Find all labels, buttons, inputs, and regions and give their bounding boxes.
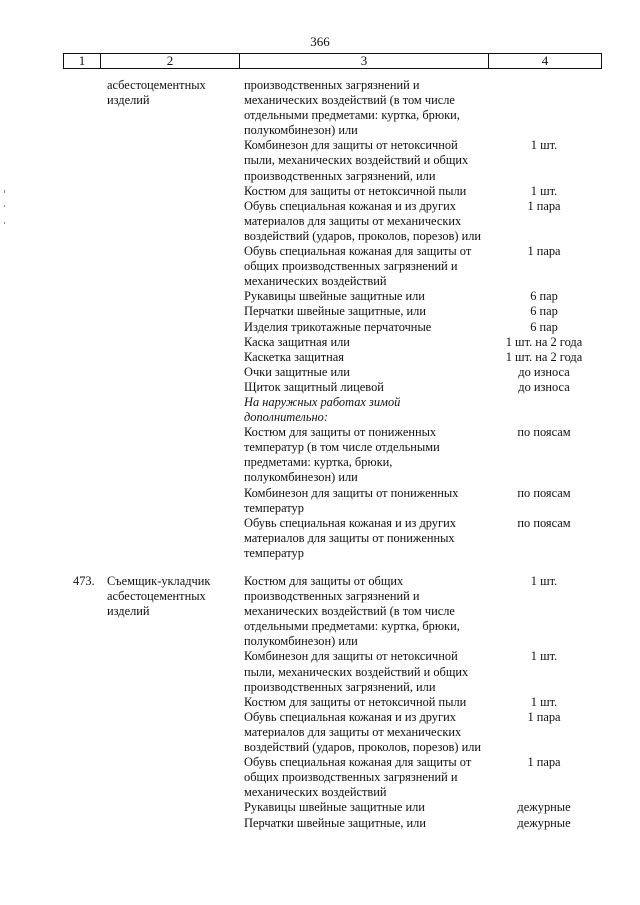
ppe-item-norm: [488, 78, 600, 138]
ppe-item-norm: до износа: [518, 364, 570, 379]
ppe-item-norm: 6 пар: [530, 289, 558, 304]
profession-name: асбестоцементных изделий: [107, 78, 206, 108]
ppe-item-name: На наружных работах зимой дополнительно:: [244, 394, 401, 425]
list-item: [239, 486, 600, 516]
list-item: [239, 574, 600, 649]
list-item: [239, 304, 600, 319]
ppe-item-name: Костюм для защиты от пониженных температур (в том числе отдельными предметами: куртка, брюки, полукомбинезон) или: [244, 425, 440, 485]
list-item: [239, 816, 600, 831]
ppe-item-norm: 1 шт.: [530, 574, 558, 588]
ppe-item-norm: по поясам: [517, 485, 571, 500]
list-item: [239, 365, 600, 380]
ppe-item-norm: [488, 395, 600, 425]
header-col-4: 4: [541, 53, 549, 68]
ppe-item-norm: 1 шт. на 2 года: [505, 334, 583, 349]
list-item: [239, 78, 600, 138]
header-col-1: 1: [64, 54, 101, 68]
ppe-item-norm: 1 шт.: [530, 183, 558, 198]
ppe-item-name: Костюм для защиты от нетоксичной пыли: [244, 183, 467, 198]
ppe-item-norm: 1 пара: [527, 709, 561, 724]
ppe-item-name: Комбинезон для защиты от пониженных температур: [244, 485, 459, 515]
ppe-item-norm: 1 пара: [527, 198, 561, 213]
list-item: [239, 244, 600, 289]
ppe-item-name: Обувь специальная кожаная и из других материалов для защиты от пониженных температур: [244, 515, 456, 560]
header-col-2: 2: [101, 54, 240, 68]
ppe-item-norm: 1 шт.: [530, 138, 558, 153]
list-item: [239, 649, 600, 694]
table-body: [63, 78, 600, 831]
profession-name: Съемщик-укладчик асбестоцементных изделий: [107, 574, 211, 619]
list-item: [239, 755, 600, 800]
ppe-item-name: Рукавицы швейные защитные или: [244, 800, 425, 815]
entry-number: [63, 78, 100, 561]
ppe-item-norm: по поясам: [517, 425, 571, 440]
list-item: [239, 395, 600, 425]
list-item: [239, 425, 600, 485]
ppe-item-name: Изделия трикотажные перчаточные: [244, 319, 432, 334]
list-item: [239, 800, 600, 815]
page-number: 366: [310, 34, 330, 49]
list-item: [239, 184, 600, 199]
ppe-item-norm: до износа: [518, 379, 570, 394]
ppe-item-name: производственных загрязнений и механических воздействий (в том числе отдельными предметами: куртка, брюки, полукомбинезон) или: [244, 78, 460, 138]
list-item: [239, 320, 600, 335]
ppe-item-norm: 1 шт. на 2 года: [505, 349, 583, 364]
ppe-list: [239, 574, 600, 831]
ppe-item-name: Костюм для защиты от нетоксичной пыли: [244, 694, 467, 709]
ppe-item-name: Обувь специальная кожаная для защиты от общих производственных загрязнений и механических воздействий: [244, 755, 472, 800]
ppe-item-name: Перчатки швейные защитные, или: [244, 304, 426, 319]
header-col-3: 3: [240, 54, 489, 68]
ppe-item-norm: 1 пара: [527, 755, 561, 770]
ppe-item-name: Костюм для защиты от общих производственных загрязнений и механических воздействий (в том числе отдельными предметами: куртка, брюки, полукомбинезон) или: [244, 574, 460, 649]
list-item: [239, 695, 600, 710]
table-row: [63, 78, 600, 561]
ppe-item-name: Комбинезон для защиты от нетоксичной пыли, механических воздействий и общих производственных загрязнений, или: [244, 138, 469, 183]
ppe-item-norm: 1 шт.: [530, 649, 558, 664]
list-item: [239, 199, 600, 244]
ppe-item-norm: 1 шт.: [530, 694, 558, 709]
scan-mark: [4, 222, 5, 224]
scan-mark: [4, 205, 5, 207]
ppe-item-name: Каска защитная или: [244, 334, 350, 349]
ppe-item-norm: дежурные: [517, 815, 571, 830]
scan-mark: [4, 190, 5, 193]
ppe-item-name: Обувь специальная кожаная и из других материалов для защиты от механических воздействий (ударов, проколов, порезов) или: [244, 709, 482, 755]
list-item: [239, 138, 600, 183]
ppe-item-name: Очки защитные или: [244, 364, 350, 379]
entry-number: 473.: [73, 574, 95, 588]
ppe-list: [239, 78, 600, 561]
list-item: [239, 516, 600, 561]
table-header: [63, 53, 602, 69]
ppe-item-norm: по поясам: [517, 515, 571, 530]
ppe-item-name: Перчатки швейные защитные, или: [244, 815, 426, 830]
list-item: [239, 350, 600, 365]
ppe-item-norm: 6 пар: [530, 319, 558, 334]
ppe-item-name: Обувь специальная кожаная для защиты от общих производственных загрязнений и механических воздействий: [244, 244, 472, 289]
ppe-item-norm: 1 пара: [527, 244, 561, 259]
ppe-item-name: Щиток защитный лицевой: [244, 379, 384, 394]
ppe-item-norm: дежурные: [517, 800, 571, 815]
table-row: [63, 574, 600, 831]
list-item: [239, 710, 600, 755]
list-item: [239, 289, 600, 304]
ppe-item-name: Каскетка защитная: [244, 349, 344, 364]
ppe-item-name: Комбинезон для защиты от нетоксичной пыли, механических воздействий и общих производственных загрязнений, или: [244, 649, 469, 694]
ppe-item-norm: 6 пар: [530, 304, 558, 319]
list-item: [239, 380, 600, 395]
list-item: [239, 335, 600, 350]
ppe-item-name: Обувь специальная кожаная и из других материалов для защиты от механических воздействий (ударов, проколов, порезов) или: [244, 198, 482, 243]
ppe-item-name: Рукавицы швейные защитные или: [244, 289, 425, 304]
